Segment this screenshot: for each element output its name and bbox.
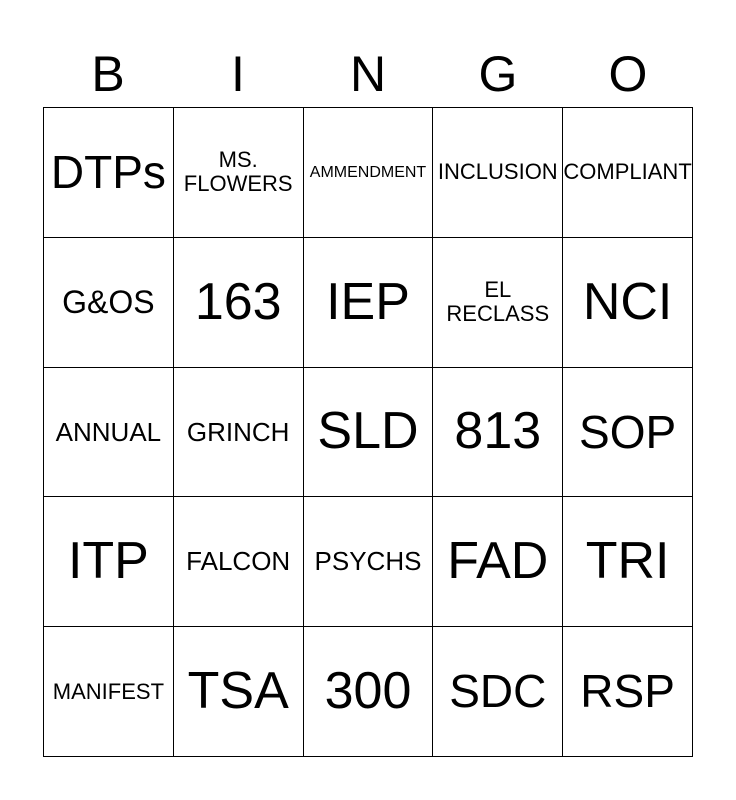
bingo-cell[interactable]: TSA	[174, 627, 304, 757]
header-letter-o: O	[608, 46, 648, 102]
bingo-cell[interactable]: MS. FLOWERS	[174, 108, 304, 238]
bingo-cell[interactable]: RSP	[563, 627, 693, 757]
bingo-cell[interactable]: SDC	[433, 627, 563, 757]
bingo-cell[interactable]: IEP	[304, 238, 434, 368]
bingo-cell[interactable]: MANIFEST	[44, 627, 174, 757]
bingo-cell[interactable]: AMMENDMENT	[304, 108, 434, 238]
bingo-cell[interactable]: SLD	[304, 368, 434, 498]
bingo-cell[interactable]: ITP	[44, 497, 174, 627]
bingo-cell[interactable]: FAD	[433, 497, 563, 627]
bingo-cell[interactable]: EL RECLASS	[433, 238, 563, 368]
bingo-cell[interactable]: NCI	[563, 238, 693, 368]
header-letter-i: I	[231, 46, 245, 102]
bingo-cell[interactable]: COMPLIANT	[563, 108, 693, 238]
bingo-cell[interactable]: PSYCHS	[304, 497, 434, 627]
bingo-cell[interactable]: GRINCH	[174, 368, 304, 498]
header-letter-n: N	[349, 46, 387, 102]
bingo-cell[interactable]: FALCON	[174, 497, 304, 627]
header-letter-g: G	[478, 46, 518, 102]
bingo-cell[interactable]: G&OS	[44, 238, 174, 368]
bingo-cell[interactable]: 163	[174, 238, 304, 368]
bingo-cell[interactable]: TRI	[563, 497, 693, 627]
bingo-cell[interactable]: DTPs	[44, 108, 174, 238]
header-letter-b: B	[91, 46, 125, 102]
bingo-header	[43, 44, 693, 104]
bingo-cell[interactable]: 813	[433, 368, 563, 498]
bingo-cell[interactable]: SOP	[563, 368, 693, 498]
bingo-grid	[43, 107, 693, 757]
bingo-cell[interactable]: INCLUSION	[433, 108, 563, 238]
bingo-cell[interactable]: 300	[304, 627, 434, 757]
bingo-cell[interactable]: ANNUAL	[44, 368, 174, 498]
